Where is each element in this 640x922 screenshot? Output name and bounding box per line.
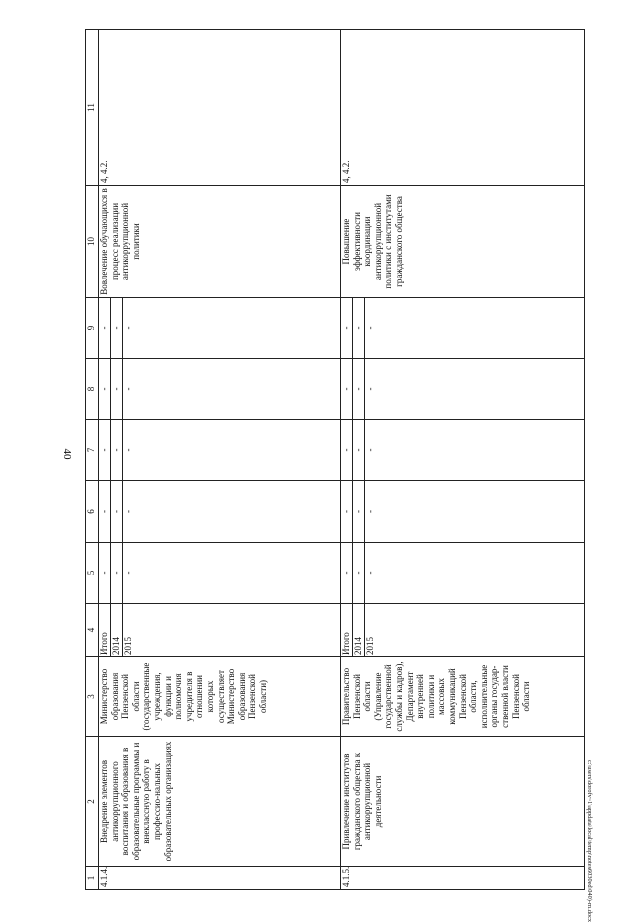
value: - <box>353 298 365 358</box>
reference: 4, 4.2. <box>341 30 585 186</box>
value: - <box>111 359 123 419</box>
reference: 4, 4.2. <box>99 30 341 186</box>
row-number: 4.1.5. <box>341 867 585 890</box>
value: - <box>111 420 123 480</box>
year-label: Итого <box>99 604 111 656</box>
value-cell <box>341 420 585 481</box>
value-cell <box>99 481 341 543</box>
rotated-table-container <box>85 30 585 890</box>
footer-text: c:\users\dorofv~1\appdata\local\temp\notes6030ed\040)-rn.docx <box>586 760 593 922</box>
header-cell: 5 <box>86 543 99 604</box>
year-label: 2015 <box>123 637 133 655</box>
year-label: 2014 <box>353 604 365 656</box>
value: - <box>123 571 133 575</box>
value-cell <box>99 420 341 481</box>
value: - <box>365 387 375 391</box>
value: - <box>353 543 365 603</box>
value: - <box>365 448 375 452</box>
header-cell: 9 <box>86 298 99 359</box>
executor: Правительство Пензенской области (Управление государственной службы и кадров), Департамент внутренней политики и массовых коммуникаций Пензенской области, исполнительные органы государ-ственной власти Пензенской области <box>341 657 585 737</box>
year-label: 2014 <box>111 604 123 656</box>
activity-name: Привлечение институтов гражданского общества к антикоррупционной деятельности <box>341 737 585 867</box>
value: - <box>99 298 111 358</box>
value: - <box>341 543 353 603</box>
value: - <box>99 543 111 603</box>
header-cell: 3 <box>86 657 99 737</box>
header-cell: 1 <box>86 867 99 890</box>
header-cell: 10 <box>86 186 99 298</box>
year-label: 2015 <box>365 637 375 655</box>
value: - <box>353 481 365 542</box>
page-number: 40 <box>61 448 73 460</box>
value: - <box>353 359 365 419</box>
years-cell <box>341 604 585 657</box>
value: - <box>365 571 375 575</box>
value: - <box>353 420 365 480</box>
value: - <box>111 298 123 358</box>
value: - <box>123 510 133 513</box>
expected-result: Повышение эффективности координации антикоррупционной политики с институтами гражданского общества <box>341 186 585 298</box>
header-cell: 7 <box>86 420 99 481</box>
value: - <box>99 481 111 542</box>
value: - <box>365 326 375 330</box>
value: - <box>111 481 123 542</box>
program-table <box>85 29 585 890</box>
value: - <box>123 448 133 452</box>
value: - <box>341 298 353 358</box>
header-cell: 2 <box>86 737 99 867</box>
activity-name: Внедрение элементов антикоррупционного воспитания и образования в образовательные программы и внеклассную работу в профессио-нальных образовательных организациях <box>99 737 341 867</box>
value-cell <box>341 481 585 543</box>
value-cell <box>341 298 585 359</box>
years-cell <box>99 604 341 657</box>
header-row <box>86 30 99 890</box>
value: - <box>111 543 123 603</box>
header-cell: 6 <box>86 481 99 543</box>
value: - <box>123 387 133 391</box>
row-number: 4.1.4. <box>99 867 341 890</box>
year-label: Итого <box>341 604 353 656</box>
header-cell: 8 <box>86 359 99 420</box>
table-row <box>341 30 585 890</box>
value: - <box>341 481 353 542</box>
value: - <box>341 359 353 419</box>
value-cell <box>341 359 585 420</box>
value-cell <box>99 543 341 604</box>
header-cell: 4 <box>86 604 99 657</box>
value: - <box>99 359 111 419</box>
value: - <box>99 420 111 480</box>
value-cell <box>341 543 585 604</box>
executor: Министерство образования Пензенской области (государственные учреждения, функции и полномочия учредителя в отношении которых осуществляет Министерство образования Пензенской области) <box>99 657 341 737</box>
header-cell: 11 <box>86 30 99 186</box>
value-cell <box>99 298 341 359</box>
expected-result: Вовлечение обучающихся в процесс реализации антикоррупционной политики <box>99 186 341 298</box>
value-cell <box>99 359 341 420</box>
value: - <box>123 326 133 330</box>
table-row <box>99 30 341 890</box>
value: - <box>341 420 353 480</box>
value: - <box>365 510 375 513</box>
